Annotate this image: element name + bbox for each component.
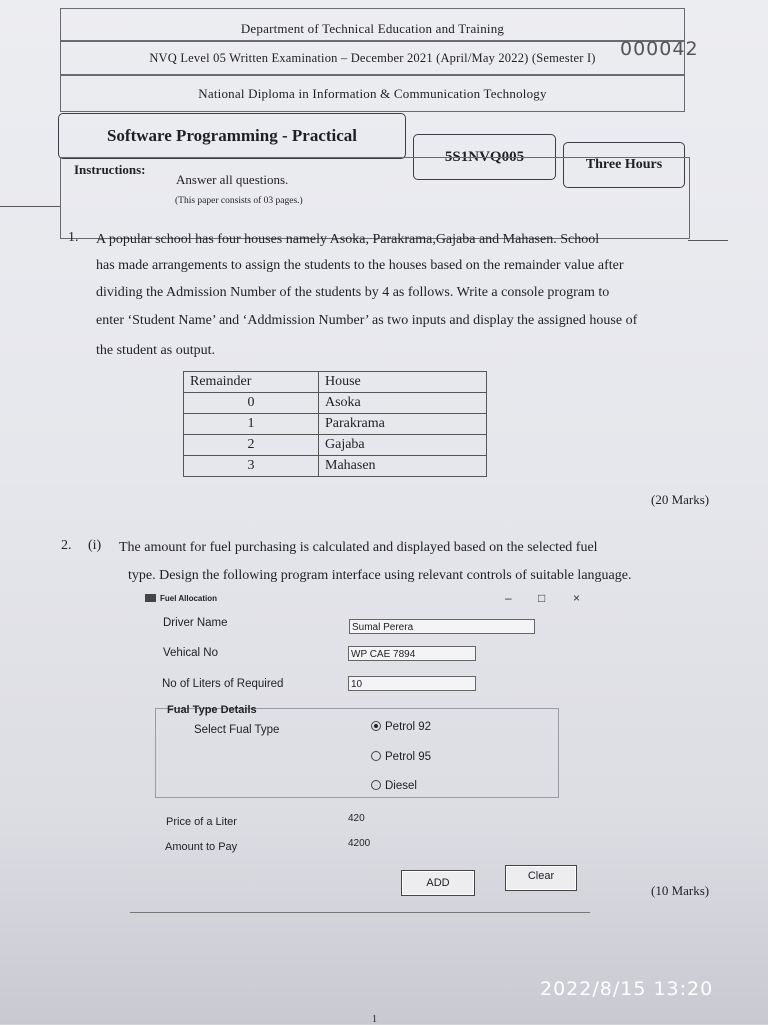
table-cell: 1 — [184, 414, 319, 435]
page-number: 1 — [372, 1014, 377, 1025]
q2-marks: (10 Marks) — [651, 883, 710, 898]
question-text-line: has made arrangements to assign the students to the houses based on the remainder value after — [96, 258, 624, 273]
radio-label: Diesel — [385, 780, 417, 792]
vehicle-number-label: Vehical No — [163, 647, 218, 659]
fuel-type-group-title: Fual Type Details — [167, 704, 257, 716]
question-part: (i) — [88, 538, 102, 553]
question-text-line: The amount for fuel purchasing is calculated and displayed based on the selected fuel — [119, 540, 598, 555]
serial-number: 000042 — [620, 38, 699, 60]
radio-label: Petrol 92 — [385, 721, 432, 733]
table-header-house: House — [319, 372, 487, 393]
diploma-header: National Diploma in Information & Communication Technology — [60, 74, 685, 112]
divider — [0, 206, 60, 207]
question-text-line: enter ‘Student Name’ and ‘Addmission Number’ as two inputs and display the assigned house of — [96, 313, 638, 328]
fuel-type-group — [155, 708, 559, 798]
table-row — [184, 414, 487, 435]
radio-petrol-92[interactable] — [371, 721, 431, 733]
exam-header: NVQ Level 05 Written Examination – December 2021 (April/May 2022) (Semester I) — [60, 40, 685, 76]
price-label: Price of a Liter — [166, 816, 237, 828]
subject-title: Software Programming - Practical — [58, 113, 406, 159]
table-cell: 2 — [184, 435, 319, 456]
fuel-allocation-window — [145, 591, 595, 912]
close-icon[interactable]: × — [573, 591, 581, 605]
question-number: 2. — [61, 538, 72, 553]
liters-field[interactable]: 10 — [348, 676, 476, 691]
question-text-line: dividing the Admission Number of the students by 4 as follows. Write a console program to — [96, 285, 610, 300]
radio-selected-icon — [371, 721, 381, 731]
window-title-text: Fuel Allocation — [160, 594, 218, 603]
divider — [130, 912, 590, 913]
house-table — [183, 371, 487, 477]
table-cell: 0 — [184, 393, 319, 414]
exam-duration: Three Hours — [563, 142, 685, 188]
minimize-icon[interactable]: – — [505, 591, 512, 605]
amount-value: 4200 — [348, 838, 371, 849]
app-icon — [145, 594, 156, 602]
table-header-row — [184, 372, 487, 393]
photo-timestamp: 2022/8/15 13:20 — [540, 978, 714, 1000]
table-header-remainder: Remainder — [184, 372, 319, 393]
table-cell: Mahasen — [319, 456, 487, 477]
instructions-label: Instructions: — [74, 162, 146, 177]
price-value: 420 — [348, 813, 365, 824]
select-fuel-type-label: Select Fual Type — [194, 724, 280, 736]
table-cell: Gajaba — [319, 435, 487, 456]
instructions-note: (This paper consists of 03 pages.) — [175, 196, 303, 206]
window-title — [145, 594, 217, 603]
amount-label: Amount to Pay — [165, 841, 238, 853]
question-text-line: the student as output. — [96, 343, 215, 358]
table-row — [184, 393, 487, 414]
table-cell: Asoka — [319, 393, 487, 414]
radio-label: Petrol 95 — [385, 751, 432, 763]
table-cell: Parakrama — [319, 414, 487, 435]
subject-code: 5S1NVQ005 — [413, 134, 556, 180]
radio-unselected-icon — [371, 751, 381, 761]
q1-marks: (20 Marks) — [651, 492, 710, 507]
question-number: 1. — [68, 230, 79, 245]
driver-name-field[interactable]: Sumal Perera — [349, 619, 535, 634]
department-header: Department of Technical Education and Training — [60, 8, 685, 42]
radio-diesel[interactable] — [371, 780, 417, 792]
table-cell: 3 — [184, 456, 319, 477]
vehicle-number-field[interactable]: WP CAE 7894 — [348, 646, 476, 661]
table-row — [184, 435, 487, 456]
instructions-box — [60, 157, 690, 239]
radio-petrol-95[interactable] — [371, 751, 431, 763]
maximize-icon[interactable]: □ — [538, 591, 546, 605]
question-text-line: type. Design the following program interface using relevant controls of suitable language. — [128, 568, 632, 583]
driver-name-label: Driver Name — [163, 617, 228, 629]
instructions-text: Answer all questions. — [176, 172, 289, 187]
question-text-line: A popular school has four houses namely Asoka, Parakrama,Gajaba and Mahasen. School — [96, 232, 600, 247]
clear-button[interactable]: Clear — [505, 865, 577, 891]
radio-unselected-icon — [371, 780, 381, 790]
liters-label: No of Liters of Required — [162, 678, 284, 690]
divider — [688, 240, 728, 241]
add-button[interactable]: ADD — [401, 870, 475, 896]
table-row — [184, 456, 487, 477]
